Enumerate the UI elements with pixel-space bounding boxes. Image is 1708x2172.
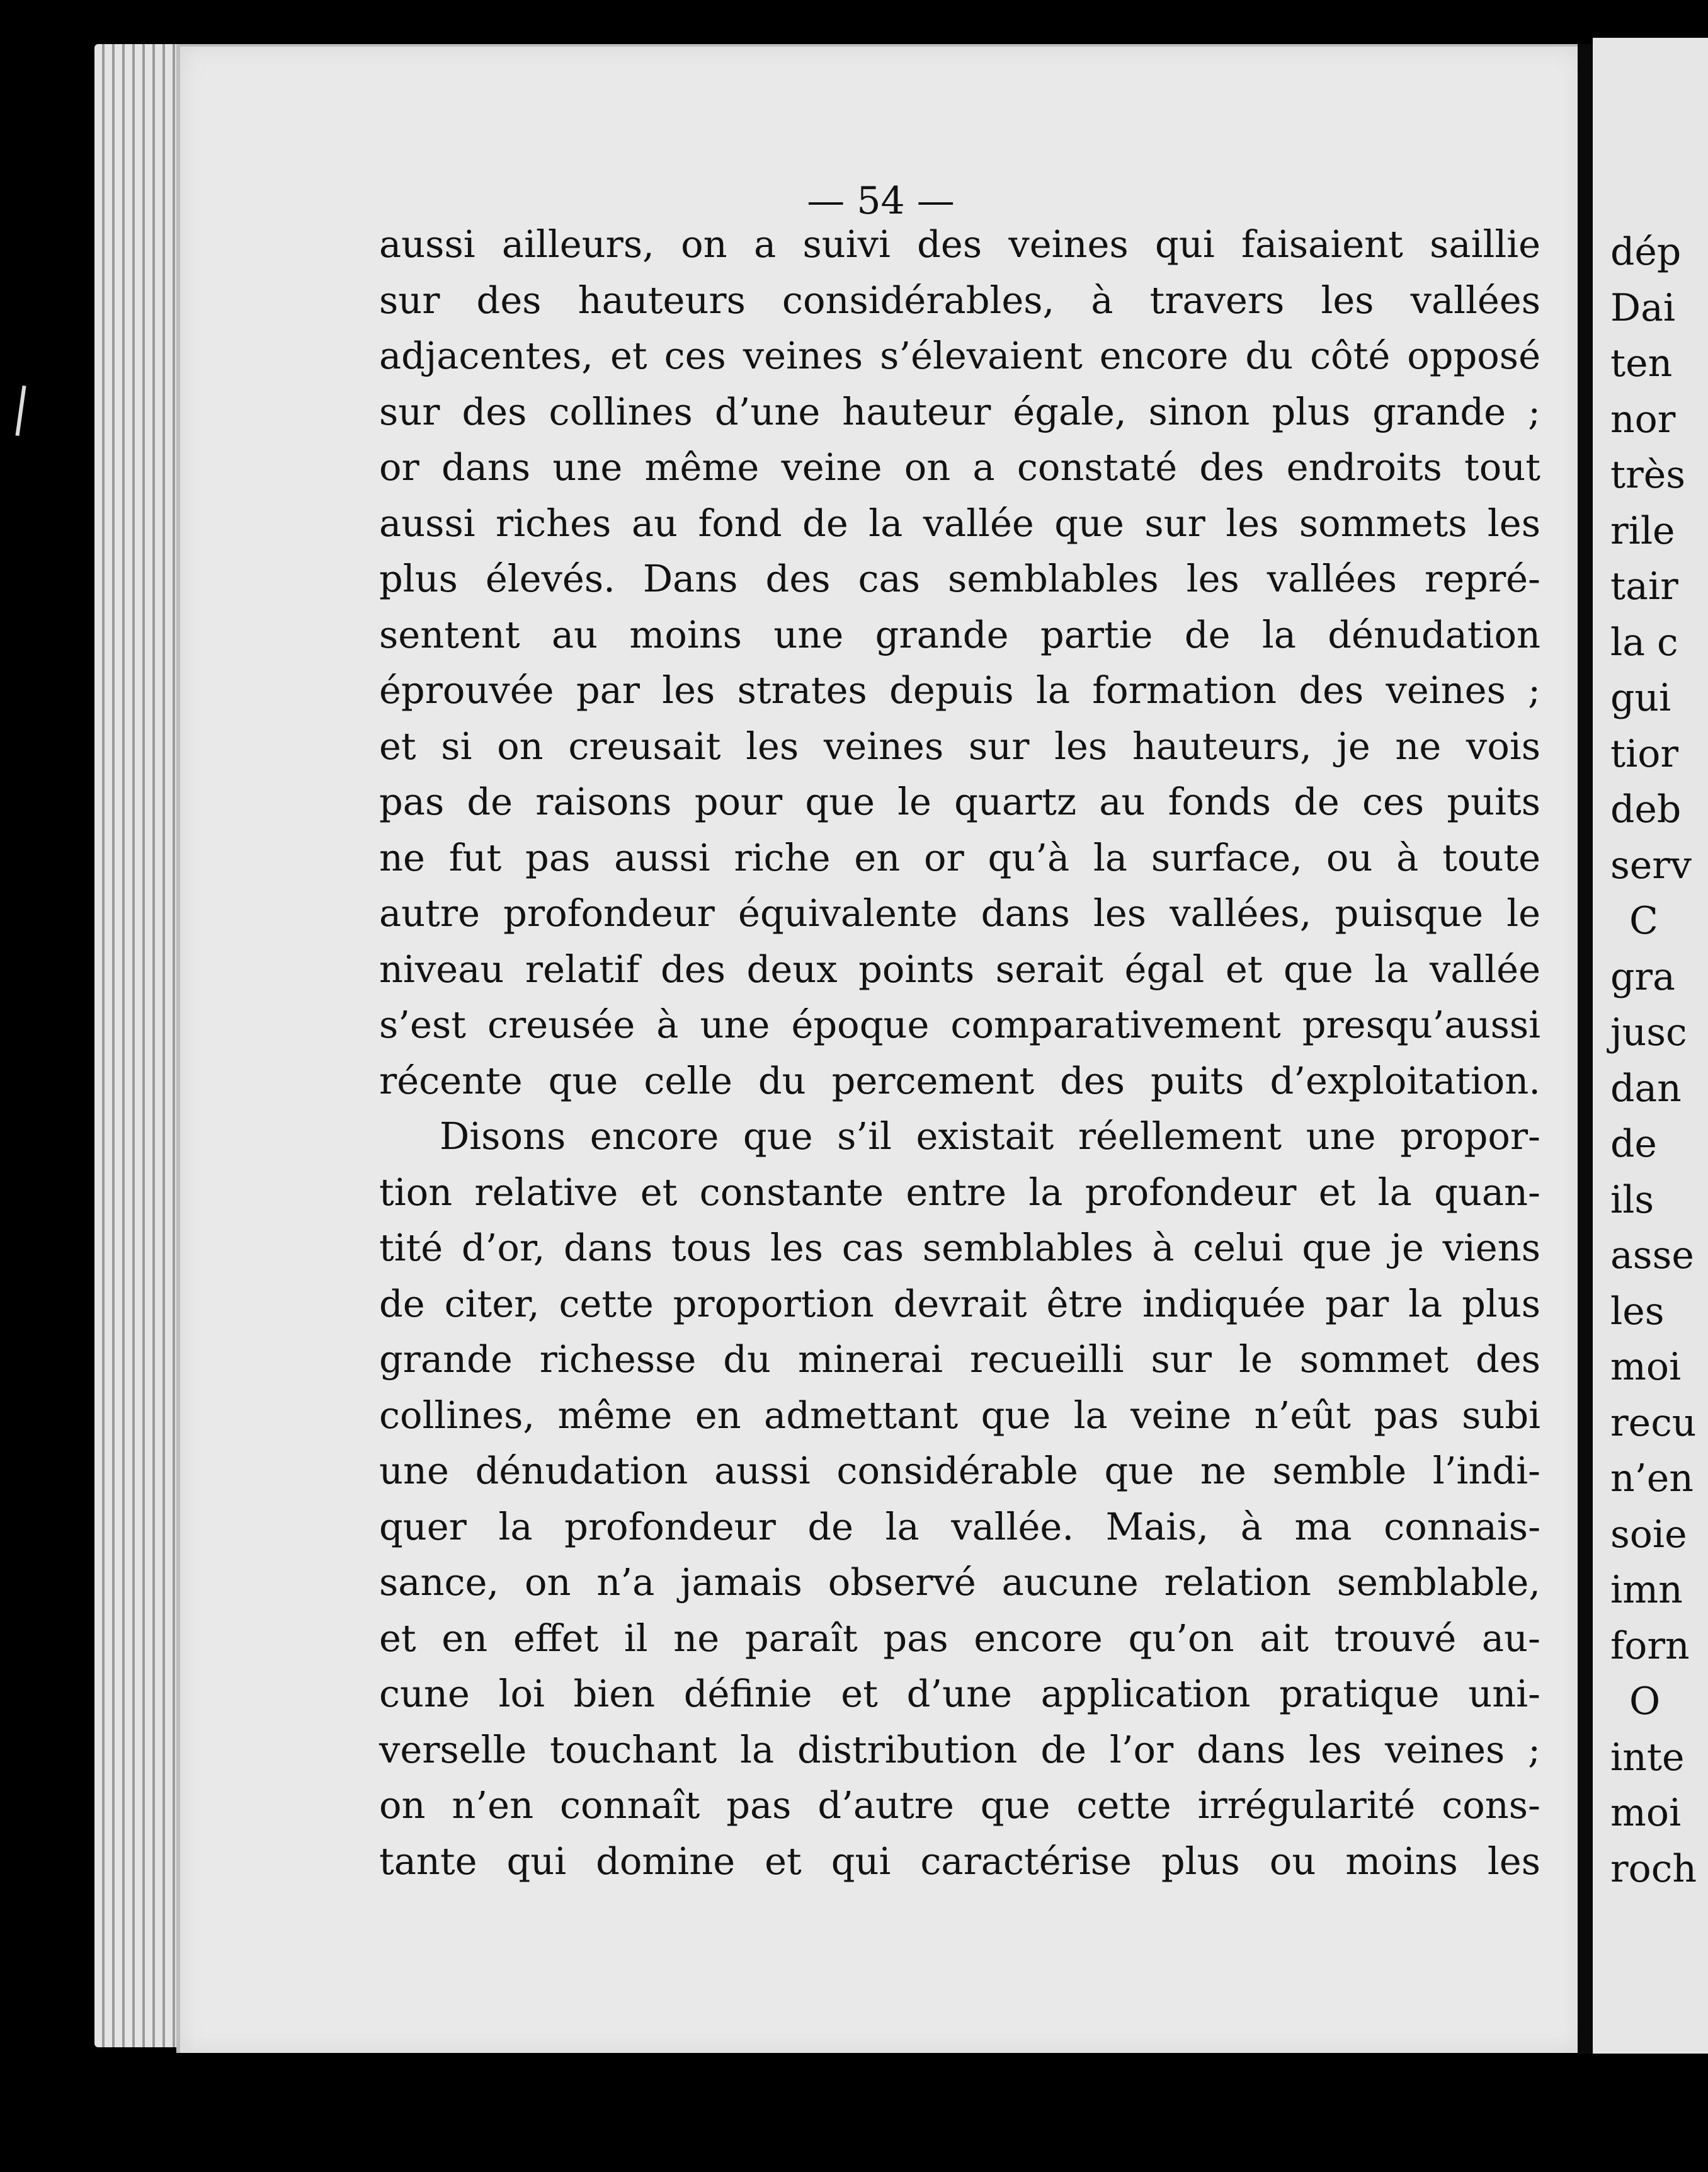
text-line: Disons encore que s’il existait réellement une propor- — [440, 1114, 1540, 1158]
text-line: aussi ailleurs, on a suivi des veines qui faisaient saillie — [379, 222, 1540, 266]
facing-page-fragment: recu — [1610, 1400, 1697, 1445]
text-line: plus élevés. Dans des cas semblables les vallées repré- — [379, 557, 1540, 600]
facing-page — [1593, 38, 1708, 2054]
text-line: éprouvée par les strates depuis la formation des veines ; — [379, 668, 1540, 712]
text-line: sance, on n’a jamais observé aucune relation semblable, — [379, 1560, 1540, 1604]
text-line: or dans une même veine on a constaté des endroits tout — [379, 445, 1540, 489]
text-line: et en effet il ne paraît pas encore qu’on ait trouvé au- — [379, 1616, 1540, 1660]
facing-page-fragment: C — [1629, 899, 1658, 943]
facing-page-fragment: tair — [1610, 564, 1678, 609]
text-line: aussi riches au fond de la vallée que sur les sommets les — [379, 501, 1540, 545]
text-line: autre profondeur équivalente dans les vallées, puisque le — [379, 891, 1540, 935]
text-line: verselle touchant la distribution de l’or dans les veines ; — [379, 1727, 1540, 1771]
book-gutter — [1578, 44, 1593, 2054]
text-line: tion relative et constante entre la profondeur et la quan- — [379, 1170, 1540, 1214]
text-line: adjacentes, et ces veines s’élevaient encore du côté opposé — [379, 334, 1540, 377]
scan-artifact — [15, 386, 26, 436]
facing-page-fragment: très — [1610, 453, 1686, 497]
text-line: collines, même en admettant que la veine n’eût pas subi — [379, 1393, 1540, 1437]
text-line: cune loi bien définie et d’une application pratique uni- — [379, 1672, 1540, 1715]
facing-page-fragment: de — [1610, 1122, 1657, 1166]
text-line: une dénudation aussi considérable que ne semble l’indi- — [379, 1449, 1540, 1492]
text-line: quer la profondeur de la vallée. Mais, à ma connais- — [379, 1504, 1540, 1548]
facing-page-fragment: moi — [1610, 1791, 1682, 1835]
text-line: ne fut pas aussi riche en or qu’à la surface, ou à toute — [379, 835, 1540, 879]
text-line: sentent au moins une grande partie de la dénudation — [379, 612, 1540, 656]
text-line: sur des hauteurs considérables, à travers les vallées — [379, 278, 1540, 322]
facing-page-fragment: ils — [1610, 1177, 1654, 1222]
facing-page-fragment: rile — [1610, 508, 1675, 553]
facing-page-fragment: O — [1629, 1679, 1661, 1723]
text-line: de citer, cette proportion devrait être indiquée par la plus — [379, 1281, 1540, 1325]
facing-page-fragment: les — [1610, 1289, 1665, 1334]
facing-page-fragment: ten — [1610, 341, 1673, 386]
facing-page-fragment: gui — [1610, 676, 1671, 720]
text-line: grande richesse du minerai recueilli sur le sommet des — [379, 1337, 1540, 1381]
text-line: récente que celle du percement des puits d’exploitation. — [379, 1058, 1540, 1102]
facing-page-fragment: nor — [1610, 397, 1676, 442]
facing-page-fragment: moi — [1610, 1345, 1682, 1389]
text-line: niveau relatif des deux points serait égal et que la vallée — [379, 947, 1540, 991]
facing-page-fragment: asse — [1610, 1233, 1694, 1277]
facing-page-fragment: imn — [1610, 1568, 1683, 1612]
text-line: tité d’or, dans tous les cas semblables à celui que je viens — [379, 1226, 1540, 1269]
facing-page-fragment: roch — [1610, 1846, 1697, 1891]
facing-page-fragment: n’en — [1610, 1456, 1694, 1500]
text-line: tante qui domine et qui caractérise plus ou moins les — [379, 1839, 1540, 1883]
facing-page-fragment: dép — [1610, 230, 1682, 274]
facing-page-fragment: inte — [1610, 1735, 1685, 1780]
facing-page-fragment: gra — [1610, 954, 1675, 999]
facing-page-fragment: serv — [1610, 843, 1692, 888]
facing-page-fragment: Dai — [1610, 285, 1676, 330]
text-line: sur des collines d’une hauteur égale, sinon plus grande ; — [379, 389, 1540, 433]
page-number: — 54 — — [807, 179, 955, 223]
text-line: on n’en connaît pas d’autre que cette irrégularité cons- — [379, 1783, 1540, 1827]
text-line: et si on creusait les veines sur les hauteurs, je ne vois — [379, 724, 1540, 768]
facing-page-fragment: dan — [1610, 1066, 1682, 1111]
facing-page-fragment: jusc — [1610, 1010, 1687, 1055]
text-line: pas de raisons pour que le quartz au fonds de ces puits — [379, 780, 1540, 823]
facing-page-fragment: tior — [1610, 731, 1679, 776]
facing-page-fragment: soie — [1610, 1512, 1687, 1557]
facing-page-fragment: deb — [1610, 787, 1682, 832]
text-line: s’est creusée à une époque comparativement presqu’aussi — [379, 1003, 1540, 1046]
facing-page-fragment: la c — [1610, 620, 1678, 665]
facing-page-fragment: forn — [1610, 1623, 1690, 1668]
